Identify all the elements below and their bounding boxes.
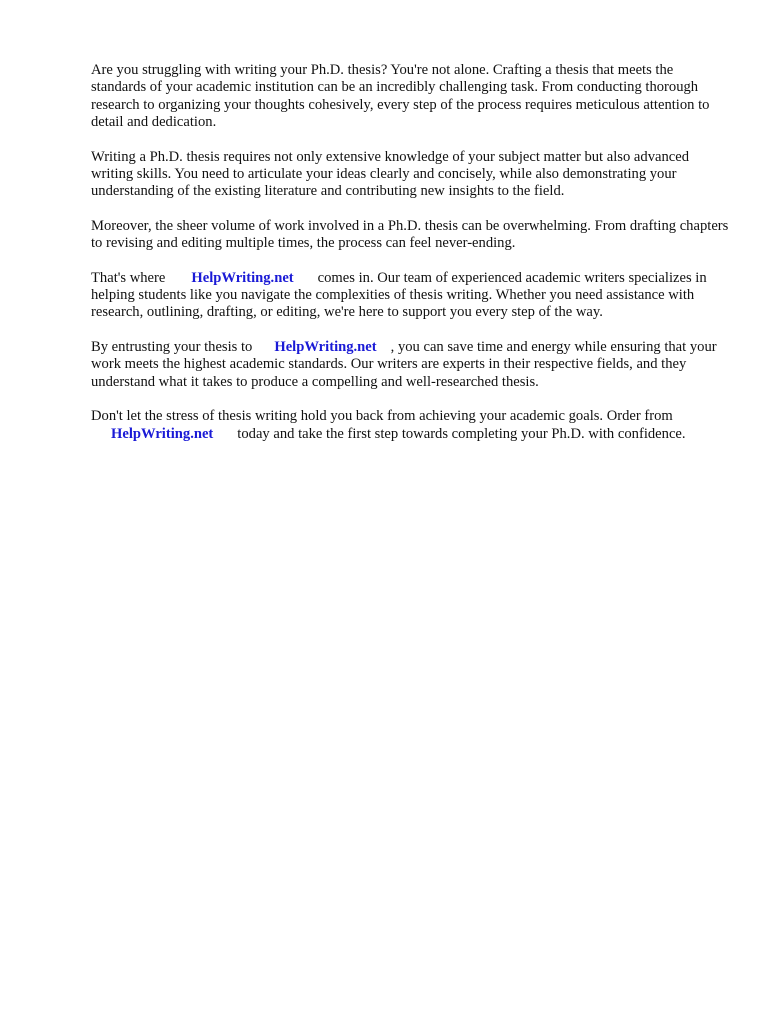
paragraph-volume-text: Moreover, the sheer volume of work involved in a Ph.D. thesis can be overwhelming. From drafting chapters to revising and editing multiple times, the process can feel never-ending. [91, 217, 729, 252]
helpwriting-link-2[interactable]: HelpWriting.net [274, 338, 377, 355]
paragraph-volume [91, 218, 731, 253]
helpwriting-link-1[interactable]: HelpWriting.net [191, 269, 294, 286]
document-body [91, 62, 731, 460]
paragraph-service-before: That's where [91, 269, 166, 286]
paragraph-cta [91, 408, 731, 443]
paragraph-intro-text: Are you struggling with writing your Ph.D. thesis? You're not alone. Crafting a thesis that meets the standards of your academic institution can be an incredibly challenging task. From conducting thorough research to organizing your thoughts cohesively, every step of the process requires meticulous attention to detail and dedication. [91, 62, 710, 131]
paragraph-cta-before: Don't let the stress of thesis writing hold you back from achieving your academic goals. Order from [91, 408, 673, 425]
paragraph-requirements-text: Writing a Ph.D. thesis requires not only extensive knowledge of your subject matter but also advanced writing skills. You need to articulate your ideas clearly and concisely, while also demonstrating your understanding of the existing literature and contributing new insights to the field. [91, 148, 690, 200]
paragraph-cta-after: today and take the first step towards completing your Ph.D. with confidence. [237, 425, 686, 442]
paragraph-requirements [91, 149, 731, 201]
paragraph-service [91, 270, 731, 322]
paragraph-intro [91, 62, 731, 132]
paragraph-service-after: comes in. Our team of experienced academic writers specializes in helping students like you navigate the complexities of thesis writing. Whether you need assistance with research, outlining, drafting, or editing, we're here to support you every step of the way. [91, 269, 707, 321]
helpwriting-link-3[interactable]: HelpWriting.net [111, 425, 214, 442]
paragraph-entrust-before: By entrusting your thesis to [91, 338, 253, 355]
paragraph-entrust-after: , you can save time and energy while ensuring that your work meets the highest academic standards. Our writers are experts in their respective fields, and they understand what it takes to produce a compelling and well-researched thesis. [91, 338, 717, 390]
paragraph-entrust [91, 339, 731, 391]
